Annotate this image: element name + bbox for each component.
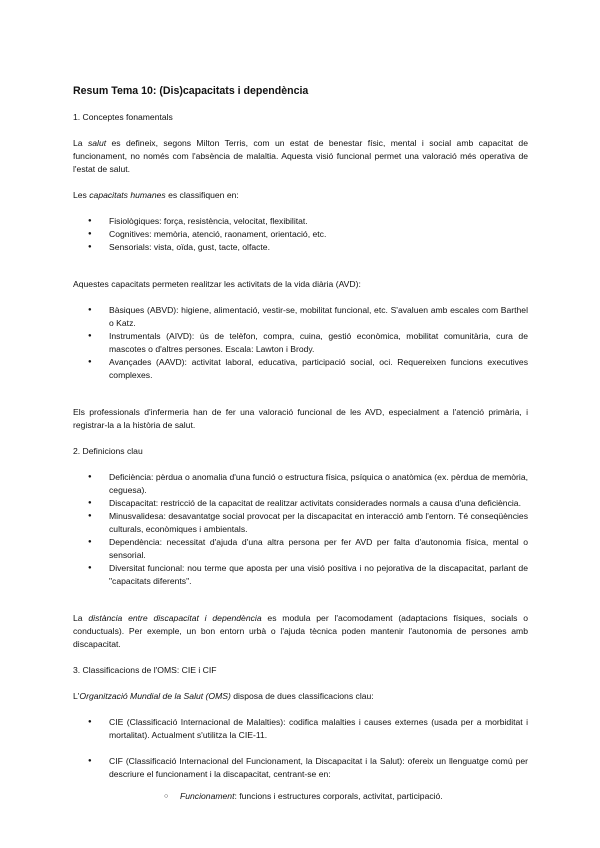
- capacitats-intro: Les capacitats humanes es classifiquen en:: [73, 190, 239, 200]
- list-item: ● Avançades (AAVD): activitat laboral, educativa, participació social, oci. Requereixen funcions executives complexes.: [73, 356, 528, 382]
- list-item: ● Bàsiques (ABVD): higiene, alimentació, vestir-se, mobilitat funcional, etc. S'avaluen amb escales com Barthel o Katz.: [73, 304, 528, 330]
- list-item-cif: ● CIF (Classificació Internacional del Funcionament, la Discapacitat i la Salut): ofereix un llenguatge comú per descriure el funcionament i la discapacitat, centrant-se en: ○ Funcionament: funcions i estructures corporals, activitat, participació.: [73, 755, 528, 803]
- list-item: ● Cognitives: memòria, atenció, raonament, orientació, etc.: [73, 228, 528, 241]
- list-item: ● Minusvalidesa: desavantatge social provocat per la discapacitat en interacció amb l'entorn. Té conseqüències culturals, econòmiques i ambientals.: [73, 510, 528, 536]
- avd-intro: Aquestes capacitats permeten realitzar les activitats de la vida diària (AVD):: [73, 279, 361, 289]
- definicions-list: [73, 471, 528, 588]
- list-item: ● Dependència: necessitat d'ajuda d'una altra persona per fer AVD per falta d'autonomia física, mental o sensorial.: [73, 536, 528, 562]
- oms-term: Organització Mundial de la Salut (OMS): [79, 691, 231, 701]
- section-heading-2: 2. Definicions clau: [73, 446, 143, 456]
- capacitats-term: capacitats humanes: [89, 190, 166, 200]
- list-item-cie: ● CIE (Classificació Internacional de Malalties): codifica malalties i causes externes (usada per a morbiditat i mortalitat). Actualment s'utilitza la CIE-11.: [73, 716, 528, 742]
- section-heading-3: 3. Classificacions de l'OMS: CIE i CIF: [73, 665, 217, 675]
- sublist-item: ○ Funcionament: funcions i estructures corporals, activitat, participació.: [109, 790, 528, 803]
- classificacions-list: [73, 716, 528, 742]
- list-item: ● Discapacitat: restricció de la capacitat de realitzar activitats considerades normals a causa d'una deficiència.: [73, 497, 528, 510]
- document-body: [73, 84, 528, 803]
- section-heading-1: 1. Conceptes fonamentals: [73, 112, 173, 122]
- document-title: Resum Tema 10: (Dis)capacitats i dependència: [73, 85, 309, 97]
- list-item: ● Fisiològiques: força, resistència, velocitat, flexibilitat.: [73, 215, 528, 228]
- salut-paragraph: La salut es defineix, segons Milton Terris, com un estat de benestar físic, mental i social amb capacitat de funcionament, no només com l'absència de malaltia. Aquesta visió funcional permet una valoració més operativa de l'estat de salut.: [73, 138, 528, 174]
- oms-paragraph: L'Organització Mundial de la Salut (OMS) disposa de dues classificacions clau:: [73, 691, 374, 701]
- list-item: ● Instrumentals (AIVD): ús de telèfon, compra, cuina, gestió econòmica, mobilitat comunitària, cura de mascotes o d'altres persones. Escala: Lawton i Brody.: [73, 330, 528, 356]
- avd-list: [73, 304, 528, 382]
- capacitats-list: [73, 215, 528, 254]
- distancia-paragraph: La distància entre discapacitat i dependència es modula per l'acomodament (adaptacions físiques, socials o conductuals). Per exemple, un bon entorn urbà o l'ajuda tècnica poden mantenir l'autonomia de persones amb discapacitat.: [73, 613, 528, 649]
- classificacions-list-cif: [73, 755, 528, 803]
- list-item: ● Sensorials: vista, oïda, gust, tacte, olfacte.: [73, 241, 528, 254]
- list-item: ● Deficiència: pèrdua o anomalia d'una funció o estructura física, psíquica o anatòmica (ex. pèrdua de memòria, ceguesa).: [73, 471, 528, 497]
- distancia-term: distància entre discapacitat i dependència: [88, 613, 262, 623]
- infermeria-paragraph: Els professionals d'infermeria han de fer una valoració funcional de les AVD, especialment a l'atenció primària, i registrar-la a la història de salut.: [73, 407, 528, 430]
- salut-term: salut: [87, 138, 107, 148]
- cif-sublist: [109, 790, 528, 803]
- list-item: ● Diversitat funcional: nou terme que aposta per una visió positiva i no pejorativa de la discapacitat, parlant de "capacitats diferents".: [73, 562, 528, 588]
